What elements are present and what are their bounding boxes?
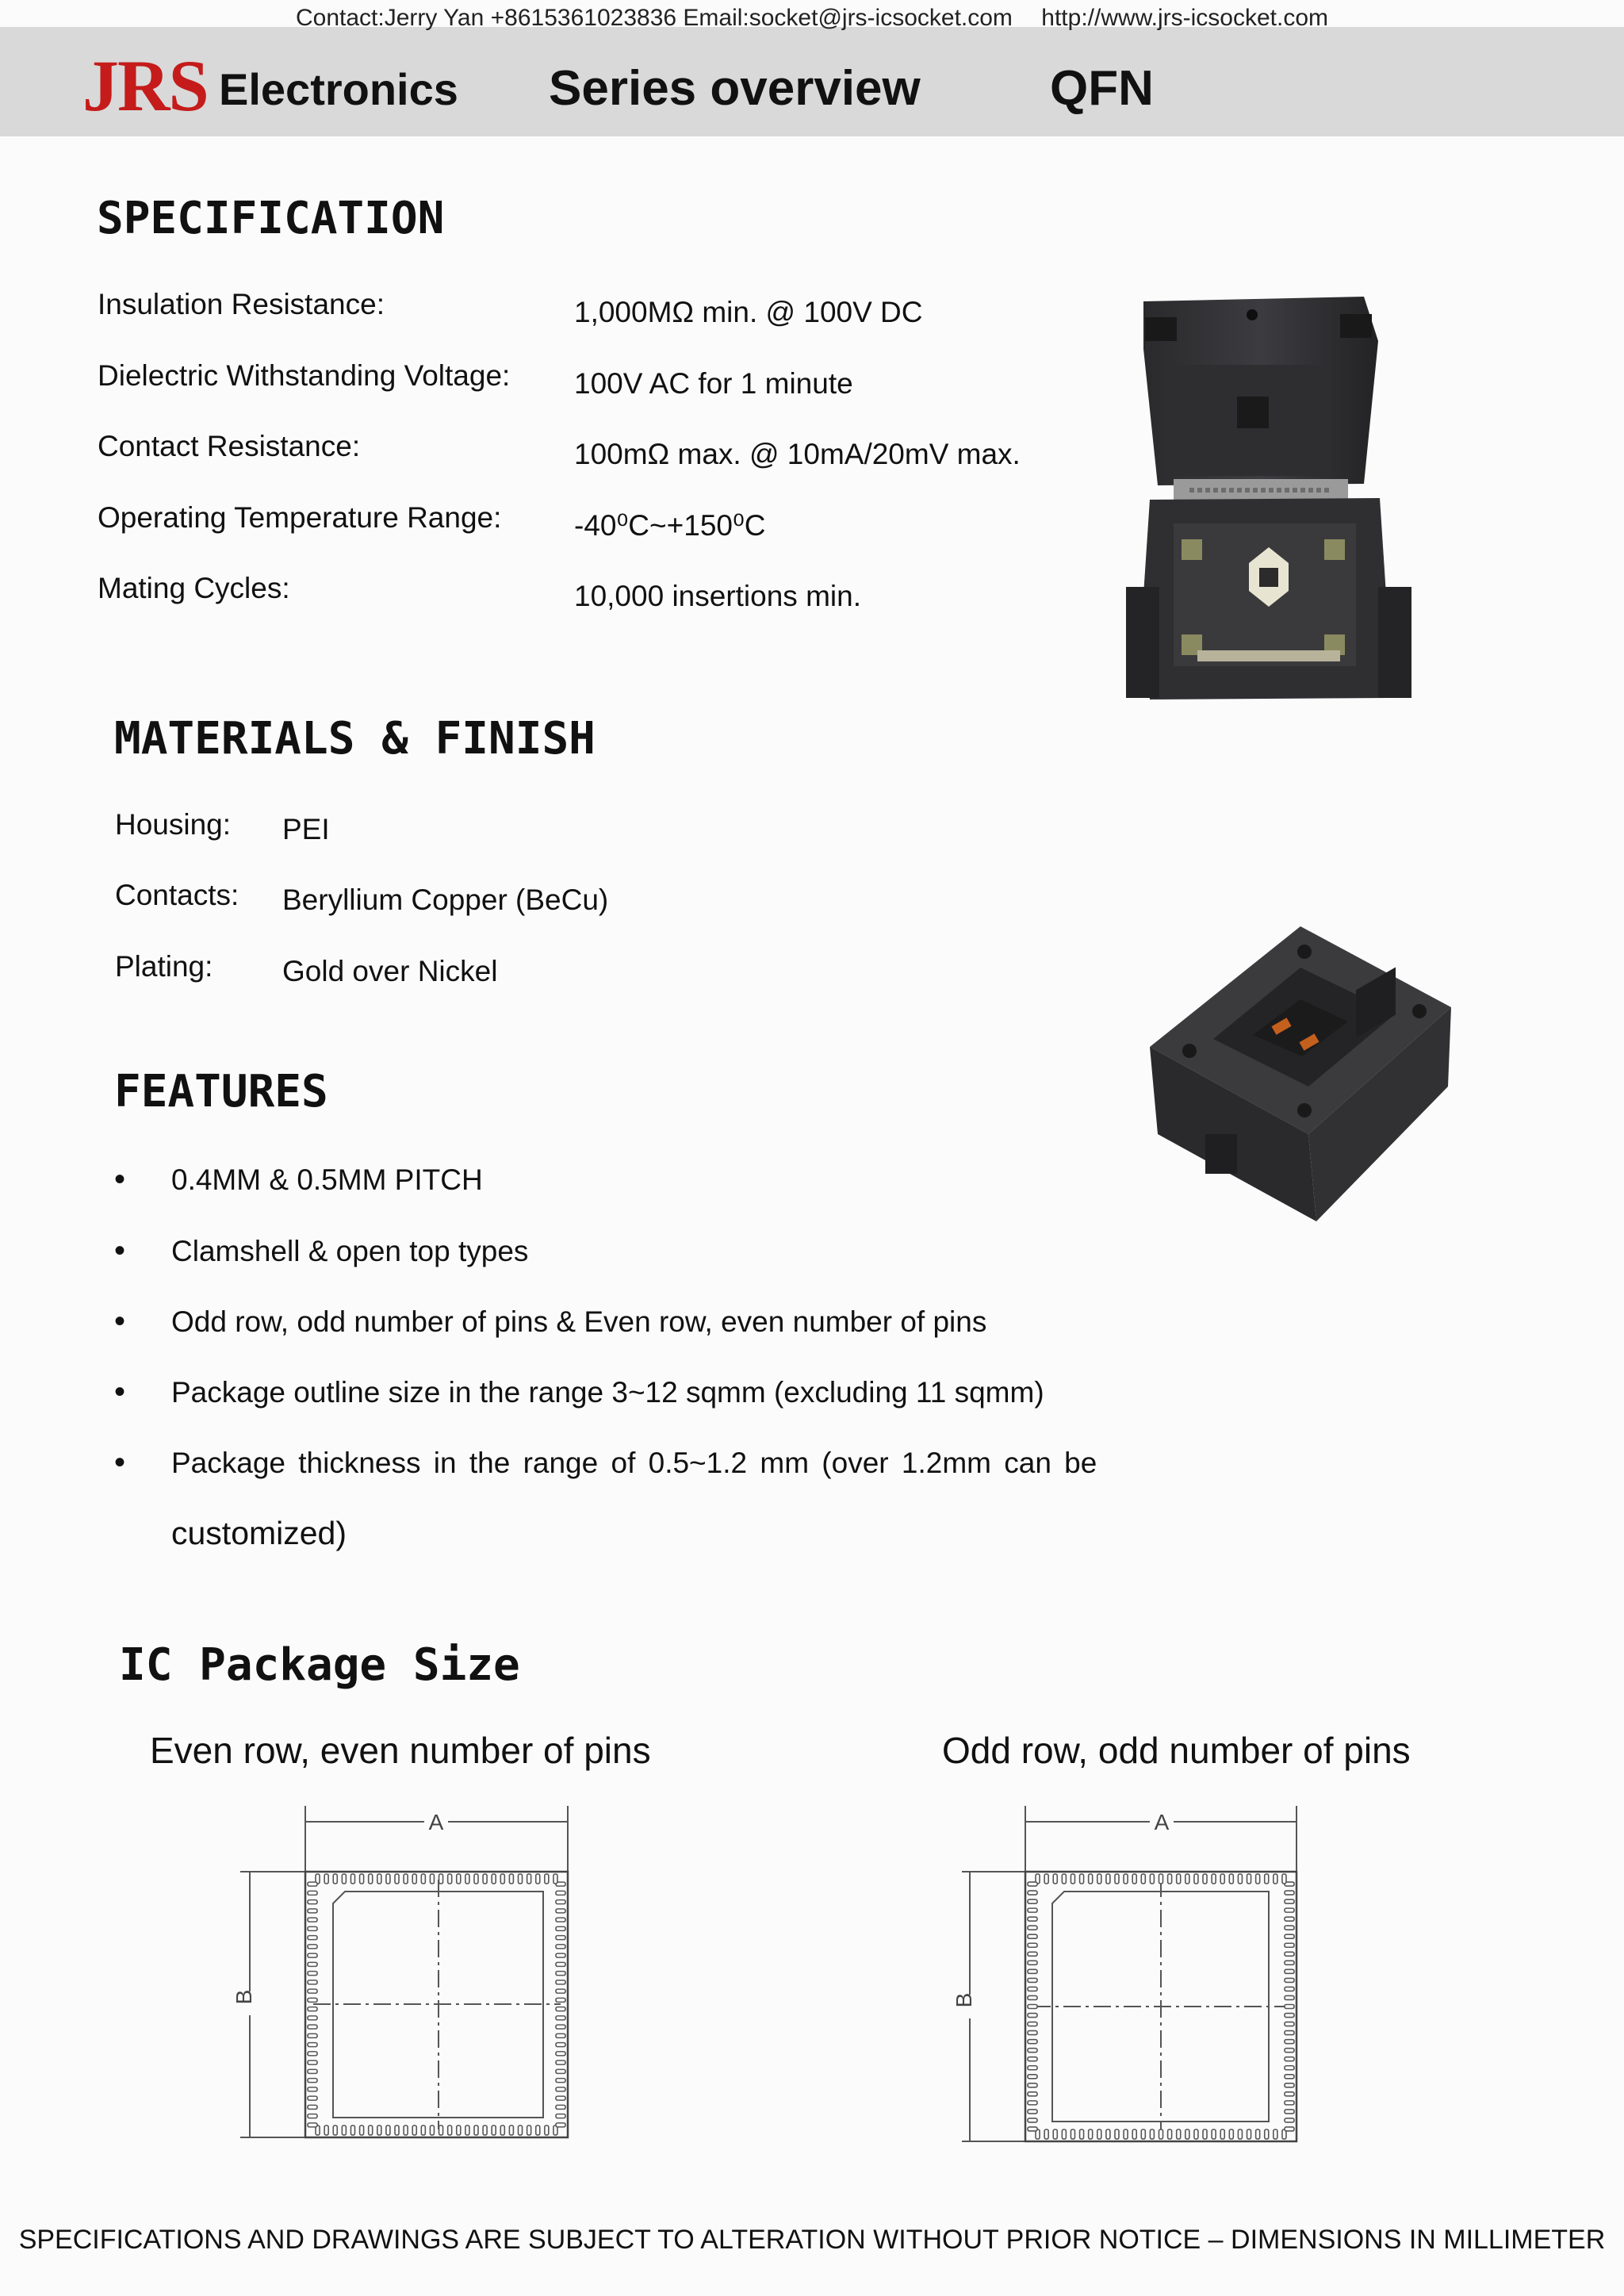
website-link[interactable]: http://www.jrs-icsocket.com [1041,5,1329,31]
package-pin [1028,2092,1037,2096]
package-pin [1285,1908,1294,1912]
package-pin [483,1874,487,1884]
package-pin [1124,2129,1128,2139]
package-pin [1062,1874,1066,1884]
material-label: Plating: [115,950,213,983]
open-top-socket-icon [1134,920,1451,1229]
package-pin [1212,2129,1216,2139]
package-pin [360,1874,364,1884]
feature-item-continued: customized) [171,1515,347,1551]
package-pin [421,1874,425,1884]
package-pin [1028,2031,1037,2035]
spec-label: Mating Cycles: [98,572,290,604]
material-label: Housing: [115,808,232,841]
logo-mark: JRS [82,45,208,126]
package-pin [1028,1891,1037,1895]
package-pin [1028,1987,1037,1991]
package-pin [386,2125,390,2135]
package-pin [308,2105,317,2109]
material-value: Beryllium Copper (BeCu) [282,884,609,916]
package-pin [1194,1874,1198,1884]
package-pin [404,2125,408,2135]
feature-item: Package outline size in the range 3~12 sqmm (excluding 11 sqmm) [171,1376,1044,1409]
package-pin [1028,2110,1037,2114]
package-pin [1028,1995,1037,1999]
dim-b-label: B [232,1989,256,2005]
contact-line [0,5,1624,32]
package-pin [324,2125,328,2135]
package-pin [308,2079,317,2083]
package-pin [1285,2101,1294,2105]
package-pin [1071,1874,1074,1884]
even-row-package-drawing-icon [234,1804,583,2153]
package-pin [1285,2049,1294,2053]
package-pin [342,2125,346,2135]
package-pin [536,1874,540,1884]
package-pin [1256,1874,1260,1884]
package-pin [556,1953,565,1957]
package-pin [1028,2075,1037,2079]
package-pin [1285,2066,1294,2070]
package-pin [1028,2083,1037,2087]
package-pin [1089,1874,1093,1884]
package-pin [1089,2129,1093,2139]
package-pin [1256,2129,1260,2139]
package-pin [308,1945,317,1949]
spec-label: Contact Resistance: [98,430,361,462]
feature-bullet: • [114,1374,126,1409]
package-pin [308,1936,317,1940]
package-pin [404,1874,408,1884]
package-pin [1028,2005,1037,2009]
package-pin [1028,1882,1037,1886]
package-pin [448,1874,452,1884]
package-pin [1274,1874,1277,1884]
package-pin [1274,2129,1277,2139]
package-pin [333,2125,337,2135]
package-pin [386,1874,390,1884]
package-pin [1282,1874,1286,1884]
package-pin [556,2016,565,2020]
package-pin [556,2025,565,2029]
package-pin [430,1874,434,1884]
package-pin [421,2125,425,2135]
package-pin [1124,1874,1128,1884]
package-pin [1150,2129,1154,2139]
package-pin [1285,2031,1294,2035]
package-pin [308,1953,317,1957]
package-pin [536,2125,540,2135]
package-pin [1285,1978,1294,1982]
package-pin [492,2125,496,2135]
package-pin [1071,2129,1074,2139]
package-pin [308,2025,317,2029]
package-pin [412,2125,416,2135]
spec-value: 10,000 insertions min. [574,580,861,612]
package-pin [1115,2129,1119,2139]
package-pin [308,1900,317,1904]
package-pin [556,1926,565,1930]
package-pin [1028,1952,1037,1956]
feature-bullet: • [114,1162,126,1197]
package-pin [556,2007,565,2011]
package-pin [500,1874,504,1884]
package-pin [556,2123,565,2127]
package-pin [308,2096,317,2100]
package-pin [308,2060,317,2064]
package-pin [350,2125,354,2135]
spec-label: Insulation Resistance: [98,288,385,320]
package-pin [1132,1874,1136,1884]
package-pin [492,1874,496,1884]
logo-text: Electronics [219,64,458,114]
package-pin [1028,1917,1037,1921]
package-pin [308,1882,317,1886]
package-pin [439,1874,443,1884]
package-pin [556,1998,565,2002]
package-pin [556,2060,565,2064]
package-pin [1285,2057,1294,2061]
dim-b-label: B [952,1992,976,2008]
even-row-caption: Even row, even number of pins [150,1730,651,1771]
package-pin [527,1874,531,1884]
package-pin [509,2125,513,2135]
footer-notice: SPECIFICATIONS AND DRAWINGS ARE SUBJECT TO ALTERATION WITHOUT PRIOR NOTICE – DIMENSIONS IN MILLIMETER [18,2225,1606,2255]
header-banner [0,27,1624,136]
package-pin [556,1909,565,1913]
package-pin [1106,2129,1110,2139]
package-pin [465,2125,469,2135]
package-pin [1285,1899,1294,1903]
feature-item: Clamshell & open top types [171,1235,529,1267]
package-pin [1044,2129,1048,2139]
package-pin [1028,1934,1037,1938]
package-pin [439,2125,443,2135]
package-pin [1285,2040,1294,2044]
package-pin [509,1874,513,1884]
package-pin [308,2123,317,2127]
package-pin [308,2043,317,2047]
feature-bullet: • [114,1445,126,1480]
package-pin [483,2125,487,2135]
package-pin [430,2125,434,2135]
package-pin [1285,1926,1294,1930]
package-pin [556,2105,565,2109]
package-pin [1203,2129,1207,2139]
package-pin [369,1874,373,1884]
package-pin [556,1945,565,1949]
package-pin [1229,2129,1233,2139]
package-pin [1097,2129,1101,2139]
package-pin [308,1926,317,1930]
package-pin [1028,2022,1037,2026]
package-pin [1080,2129,1084,2139]
package-pin [1247,1874,1251,1884]
package-pin [1028,1926,1037,1930]
package-pin [308,1891,317,1895]
package-pin [350,1874,354,1884]
package-pin [519,2125,523,2135]
package-pin [556,2087,565,2091]
package-pin [1062,2129,1066,2139]
package-pin [1247,2129,1251,2139]
package-pin [1265,1874,1269,1884]
package-pin [1159,2129,1163,2139]
package-pin [1028,1899,1037,1903]
package-pin [395,2125,399,2135]
dim-a-label: A [428,1810,444,1834]
package-pin [1285,2075,1294,2079]
package-pin [556,2114,565,2118]
package-pin [1177,1874,1181,1884]
package-pin [1168,2129,1172,2139]
package-pin [1285,2118,1294,2122]
package-pin [556,2069,565,2073]
contact-info: Contact:Jerry Yan +8615361023836 Email:socket@jrs-icsocket.com [295,5,1013,31]
package-pin [324,1874,328,1884]
package-pin [474,1874,478,1884]
package-pin [1285,2005,1294,2009]
package-pin [308,1998,317,2002]
package-pin [556,2079,565,2083]
package-pin [556,1962,565,1966]
clamshell-socket-icon [1126,286,1411,722]
package-pin [1285,1943,1294,1947]
package-pin [1028,2049,1037,2053]
package-pin [1194,2129,1198,2139]
feature-item: Package thickness in the range of 0.5~1.2 mm (over 1.2mm can be [171,1447,1097,1479]
spec-value: 100mΩ max. @ 10mA/20mV max. [574,438,1021,470]
package-pin [1229,1874,1233,1884]
package-pin [342,1874,346,1884]
package-pin [308,1909,317,1913]
package-pin [412,1874,416,1884]
package-pin [556,1891,565,1895]
package-pin [308,1989,317,1993]
package-pin [1285,1952,1294,1956]
package-pin [1265,2129,1269,2139]
package-pin [556,2096,565,2100]
package-pin [1220,2129,1224,2139]
package-pin [1285,1995,1294,1999]
features-title: FEATURES [114,1066,328,1117]
package-pin [333,1874,337,1884]
package-pin [1285,2092,1294,2096]
dim-a-label: A [1154,1810,1170,1834]
odd-row-package-drawing-icon [952,1804,1304,2153]
package-pin [1028,2066,1037,2070]
series-name: QFN [1050,61,1154,116]
package-pin [553,1874,557,1884]
package-pin [556,2052,565,2056]
package-pin [308,2052,317,2056]
package-pin [308,2114,317,2118]
package-pin [1185,1874,1189,1884]
package-pin [556,1980,565,1984]
materials-title: MATERIALS & FINISH [114,713,596,765]
package-pin [308,2007,317,2011]
package-pin [556,1918,565,1922]
package-pin [369,2125,373,2135]
package-pin [556,1900,565,1904]
package-pin [1159,1874,1163,1884]
package-pin [500,2125,504,2135]
package-pin [1053,2129,1057,2139]
material-label: Contacts: [115,879,239,911]
package-pin [1285,1891,1294,1895]
package-pin [1028,1961,1037,1964]
package-pin [308,1918,317,1922]
package-pin [1106,1874,1110,1884]
feature-bullet: • [114,1233,126,1268]
package-pin [1238,1874,1242,1884]
package-pin [556,1936,565,1940]
package-title: IC Package Size [119,1639,520,1691]
package-pin [457,1874,461,1884]
package-pin [308,2033,317,2037]
spec-value: 100V AC for 1 minute [574,367,853,400]
package-pin [1028,2101,1037,2105]
package-pin [1132,2129,1136,2139]
package-pin [1168,1874,1172,1884]
package-pin [308,2016,317,2020]
material-value: Gold over Nickel [282,955,498,987]
package-pin [1028,1943,1037,1947]
package-pin [457,2125,461,2135]
package-pin [1220,1874,1224,1884]
package-pin [545,1874,549,1884]
package-pin [556,1972,565,1976]
package-pin [1150,1874,1154,1884]
package-pin [1044,1874,1048,1884]
feature-bullet: • [114,1304,126,1339]
package-pin [1285,2083,1294,2087]
package-pin [1115,1874,1119,1884]
package-pin [556,2043,565,2047]
package-pin [1285,2014,1294,2018]
specification-title: SPECIFICATION [97,193,445,244]
package-pin [556,2033,565,2037]
package-pin [1028,1969,1037,1973]
package-pin [1285,2127,1294,2131]
package-pin [474,2125,478,2135]
package-pin [308,1972,317,1976]
package-pin [1177,2129,1181,2139]
package-pin [1028,2057,1037,2061]
package-pin [308,1980,317,1984]
package-pin [1028,2127,1037,2131]
package-pin [1028,2014,1037,2018]
spec-label: Dielectric Withstanding Voltage: [98,359,511,392]
package-pin [377,2125,381,2135]
spec-value: -40⁰C~+150⁰C [574,509,766,542]
package-pin [308,2069,317,2073]
package-pin [527,2125,531,2135]
package-pin [395,1874,399,1884]
package-pin [360,2125,364,2135]
package-pin [1212,1874,1216,1884]
package-pin [1285,1934,1294,1938]
package-pin [1141,2129,1145,2139]
package-pin [1285,1917,1294,1921]
package-pin [1028,2040,1037,2044]
package-pin [1238,2129,1242,2139]
package-pin [1097,1874,1101,1884]
package-pin [1028,1908,1037,1912]
package-pin [1028,1978,1037,1982]
feature-item: Odd row, odd number of pins & Even row, even number of pins [171,1305,987,1338]
package-pin [556,1989,565,1993]
package-pin [1053,1874,1057,1884]
package-pin [545,2125,549,2135]
package-pin [377,1874,381,1884]
package-pin [1285,2022,1294,2026]
package-pin [1080,1874,1084,1884]
package-pin [1185,2129,1189,2139]
spec-value: 1,000MΩ min. @ 100V DC [574,296,923,328]
package-pin [1285,1969,1294,1973]
odd-row-caption: Odd row, odd number of pins [942,1730,1411,1771]
package-pin [1285,2110,1294,2114]
package-pin [308,2087,317,2091]
spec-label: Operating Temperature Range: [98,501,502,534]
package-pin [1285,1961,1294,1964]
package-pin [308,1962,317,1966]
package-pin [1203,1874,1207,1884]
package-pin [1285,1987,1294,1991]
package-pin [448,2125,452,2135]
page-title: Series overview [549,61,921,116]
package-pin [1141,1874,1145,1884]
material-value: PEI [282,813,330,845]
feature-item: 0.4MM & 0.5MM PITCH [171,1163,483,1196]
package-pin [465,1874,469,1884]
package-pin [1028,2118,1037,2122]
package-pin [519,1874,523,1884]
